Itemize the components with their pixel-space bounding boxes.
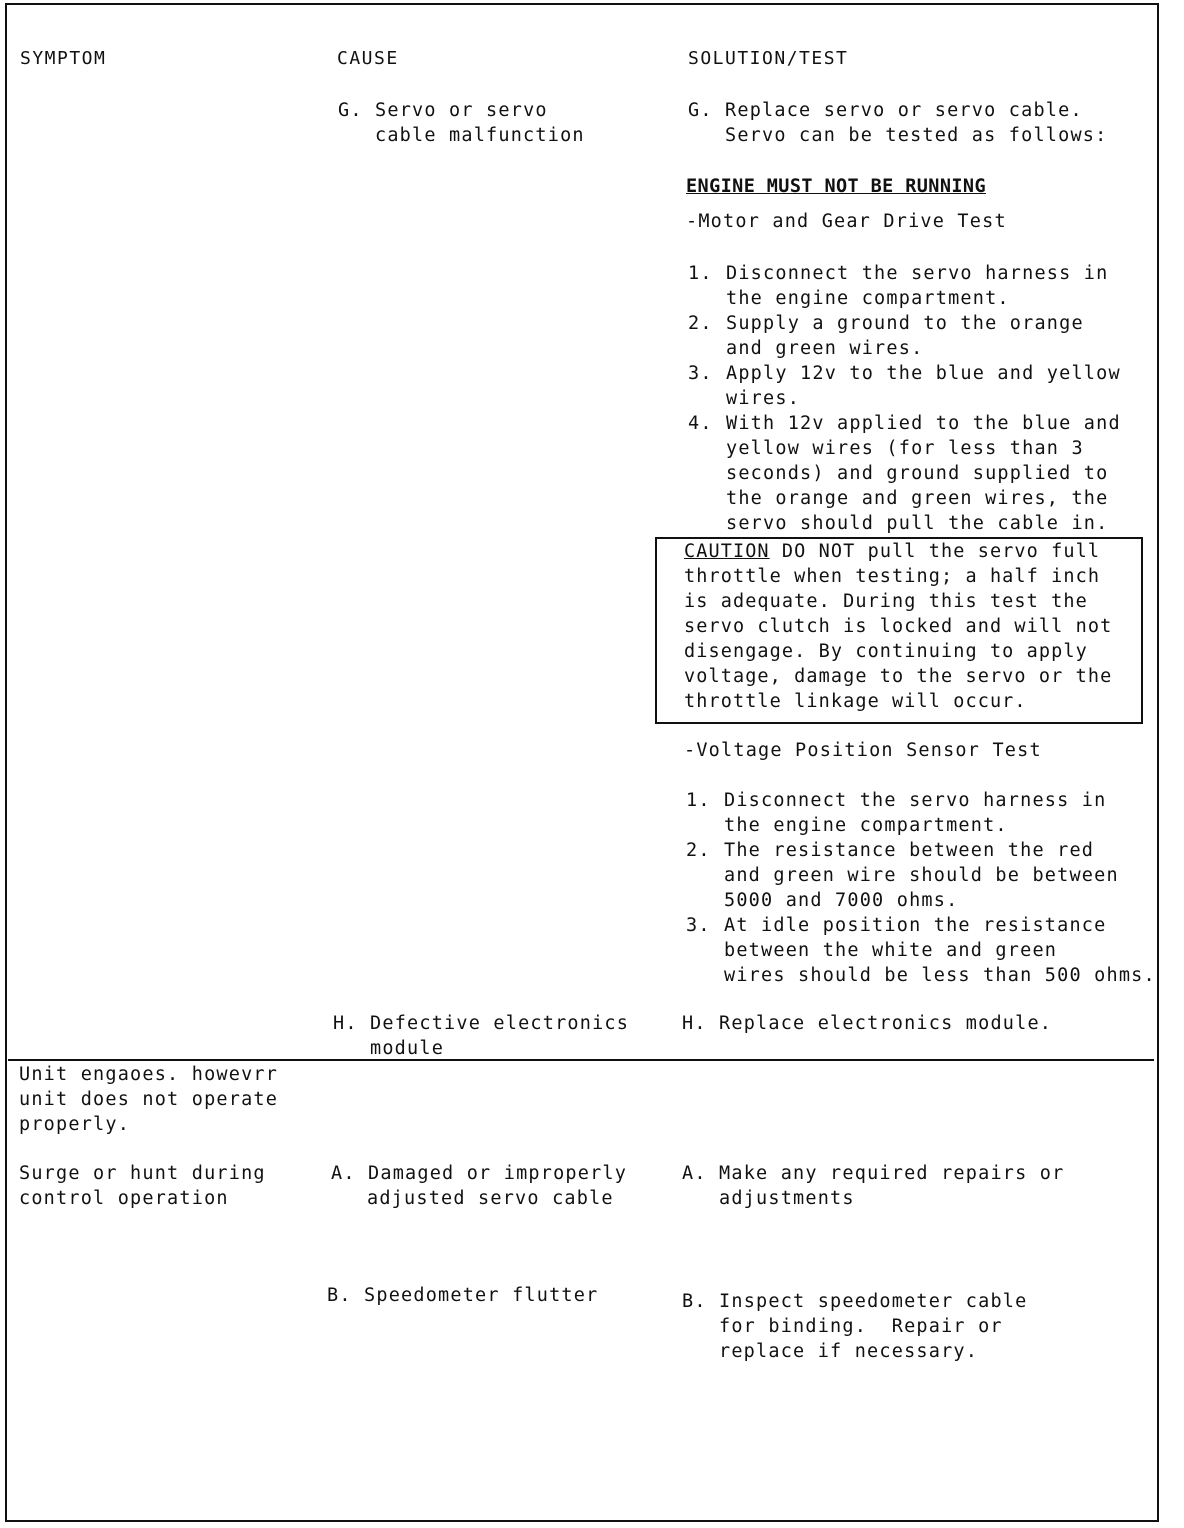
step-number: 1.: [688, 263, 713, 284]
symptom-line: unit does not operate: [19, 1089, 279, 1110]
step-line: Apply 12v to the blue and yellow: [726, 363, 1121, 384]
step-number: 3.: [686, 915, 711, 936]
step-line: between the white and green: [724, 940, 1058, 961]
motor-test-steps: [688, 261, 1121, 536]
step-line: Supply a ground to the orange: [726, 313, 1084, 334]
solution-a-line2: adjustments: [719, 1188, 855, 1209]
cause-a-line2: adjusted servo cable: [367, 1188, 614, 1209]
caution-line: throttle linkage will occur.: [684, 691, 1027, 712]
solution-a-line1: A. Make any required repairs or: [682, 1163, 1065, 1184]
column-header-cause: CAUSE: [337, 48, 399, 69]
step-line: At idle position the resistance: [724, 915, 1107, 936]
symptom-line: Surge or hunt during: [19, 1163, 266, 1184]
step-line: servo should pull the cable in.: [726, 513, 1109, 534]
step-line: yellow wires (for less than 3: [726, 438, 1084, 459]
cause-g-line1: G. Servo or servo: [338, 100, 548, 121]
solution-g-line2: Servo can be tested as follows:: [725, 125, 1108, 146]
step-line: the orange and green wires, the: [726, 488, 1109, 509]
solution-b: [682, 1289, 1027, 1364]
step-line: and green wire should be between: [724, 865, 1119, 886]
step-item: [688, 311, 1121, 361]
column-header-symptom: SYMPTOM: [20, 48, 107, 69]
caution-text: [684, 539, 1139, 714]
voltage-test-steps: [686, 788, 1156, 988]
section-divider: [8, 1059, 1154, 1061]
step-item: [686, 838, 1156, 913]
symptom-surge: [19, 1161, 266, 1211]
step-line: the engine compartment.: [726, 288, 1010, 309]
step-line: wires should be less than 500 ohms.: [724, 965, 1156, 986]
caution-line: disengage. By continuing to apply: [684, 641, 1088, 662]
step-line: 5000 and 7000 ohms.: [724, 890, 959, 911]
caution-label: CAUTION: [684, 541, 770, 562]
solution-h: H. Replace electronics module.: [682, 1013, 1053, 1034]
caution-line: is adequate. During this test the: [684, 591, 1088, 612]
step-item: [688, 361, 1121, 411]
column-header-solution: SOLUTION/TEST: [688, 48, 849, 69]
step-line: wires.: [726, 388, 801, 409]
cause-g-line2: cable malfunction: [375, 125, 585, 146]
step-item: [686, 913, 1156, 988]
symptom-line: control operation: [19, 1188, 229, 1209]
step-line: and green wires.: [726, 338, 924, 359]
voltage-test-title: -Voltage Position Sensor Test: [684, 740, 1042, 761]
step-number: 2.: [688, 313, 713, 334]
step-item: [688, 261, 1121, 311]
solution-line: replace if necessary.: [719, 1341, 979, 1362]
step-line: With 12v applied to the blue and: [726, 413, 1121, 434]
cause-h-line1: H. Defective electronics: [333, 1013, 630, 1034]
caution-line: voltage, damage to the servo or the: [684, 666, 1113, 687]
step-number: 2.: [686, 840, 711, 861]
caution-line: throttle when testing; a half inch: [684, 566, 1101, 587]
step-line: Disconnect the servo harness in: [726, 263, 1109, 284]
solution-g-line1: G. Replace servo or servo cable.: [688, 100, 1083, 121]
cause-b: B. Speedometer flutter: [327, 1285, 599, 1306]
cause-a-line1: A. Damaged or improperly: [331, 1163, 628, 1184]
cause-h-line2: module: [370, 1038, 445, 1059]
step-line: Disconnect the servo harness in: [724, 790, 1107, 811]
step-item: [688, 411, 1121, 536]
step-line: The resistance between the red: [724, 840, 1095, 861]
engine-warning-heading: ENGINE MUST NOT BE RUNNING: [686, 176, 986, 197]
motor-test-title: -Motor and Gear Drive Test: [686, 211, 1007, 232]
step-number: 1.: [686, 790, 711, 811]
step-number: 3.: [688, 363, 713, 384]
step-item: [686, 788, 1156, 838]
symptom-unit-engages: [19, 1062, 278, 1137]
solution-line: for binding. Repair or: [719, 1316, 1003, 1337]
solution-line: B. Inspect speedometer cable: [682, 1291, 1028, 1312]
step-number: 4.: [688, 413, 713, 434]
step-line: the engine compartment.: [724, 815, 1008, 836]
symptom-line: Unit engaoes. howevrr: [19, 1064, 279, 1085]
symptom-line: properly.: [19, 1114, 131, 1135]
caution-line: DO NOT pull the servo full: [769, 541, 1101, 562]
step-line: seconds) and ground supplied to: [726, 463, 1109, 484]
caution-line: servo clutch is locked and will not: [684, 616, 1113, 637]
